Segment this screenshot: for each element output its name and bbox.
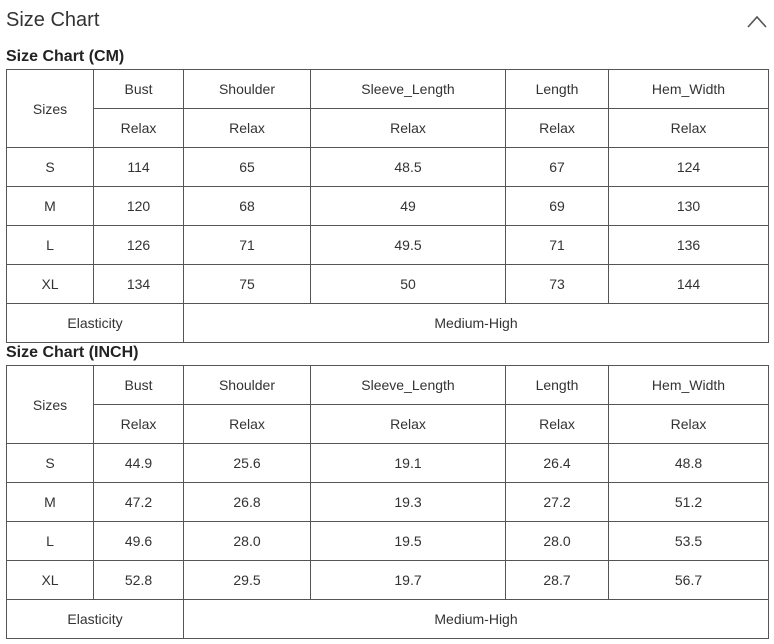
table-cell: 19.1 [311, 444, 506, 483]
table-cell: 130 [609, 187, 769, 226]
table-cell: 49.6 [94, 522, 184, 561]
table-row [7, 561, 769, 600]
header-hem-width: Hem_Width [609, 366, 769, 405]
table-cell: 25.6 [184, 444, 311, 483]
header-sleeve-length: Sleeve_Length [311, 366, 506, 405]
elasticity-value: Medium-High [184, 304, 769, 343]
size-cell: M [7, 187, 94, 226]
table-cell: 69 [506, 187, 609, 226]
table-cell: 27.2 [506, 483, 609, 522]
size-chart-inch-title: Size Chart (INCH) [6, 344, 139, 361]
panel-title: Size Chart [6, 9, 100, 31]
size-cell: XL [7, 561, 94, 600]
table-cell: 44.9 [94, 444, 184, 483]
size-cell: S [7, 148, 94, 187]
table-cell: 28.7 [506, 561, 609, 600]
header-length: Length [506, 366, 609, 405]
header-sleeve-length: Sleeve_Length [311, 70, 506, 109]
subheader-row [7, 109, 769, 148]
size-chart-cm-table [6, 69, 769, 343]
table-cell: 56.7 [609, 561, 769, 600]
table-cell: 50 [311, 265, 506, 304]
subheader-cell: Relax [94, 405, 184, 444]
table-cell: 49 [311, 187, 506, 226]
table-cell: 71 [184, 226, 311, 265]
table-row [7, 187, 769, 226]
table-cell: 53.5 [609, 522, 769, 561]
table-cell: 51.2 [609, 483, 769, 522]
header-row [7, 366, 769, 405]
table-cell: 52.8 [94, 561, 184, 600]
subheader-cell: Relax [506, 109, 609, 148]
table-cell: 49.5 [311, 226, 506, 265]
table-cell: 75 [184, 265, 311, 304]
table-cell: 126 [94, 226, 184, 265]
size-cell: L [7, 226, 94, 265]
table-row [7, 226, 769, 265]
table-cell: 65 [184, 148, 311, 187]
table-row [7, 265, 769, 304]
subheader-cell: Relax [609, 109, 769, 148]
size-cell: S [7, 444, 94, 483]
table-cell: 144 [609, 265, 769, 304]
subheader-cell: Relax [184, 405, 311, 444]
header-shoulder: Shoulder [184, 366, 311, 405]
elasticity-label: Elasticity [7, 304, 184, 343]
subheader-cell: Relax [609, 405, 769, 444]
subheader-cell: Relax [184, 109, 311, 148]
table-cell: 28.0 [184, 522, 311, 561]
size-cell: L [7, 522, 94, 561]
header-shoulder: Shoulder [184, 70, 311, 109]
elasticity-value: Medium-High [184, 600, 769, 639]
header-length: Length [506, 70, 609, 109]
header-bust: Bust [94, 366, 184, 405]
table-cell: 71 [506, 226, 609, 265]
size-chart-panel-header[interactable] [0, 0, 774, 44]
table-cell: 19.5 [311, 522, 506, 561]
table-cell: 134 [94, 265, 184, 304]
table-row [7, 522, 769, 561]
size-cell: XL [7, 265, 94, 304]
table-cell: 124 [609, 148, 769, 187]
subheader-cell: Relax [94, 109, 184, 148]
table-row [7, 148, 769, 187]
table-cell: 47.2 [94, 483, 184, 522]
table-row [7, 444, 769, 483]
table-cell: 26.8 [184, 483, 311, 522]
subheader-cell: Relax [311, 109, 506, 148]
chevron-up-icon[interactable] [745, 12, 769, 30]
table-cell: 26.4 [506, 444, 609, 483]
size-chart-inch-table [6, 365, 769, 639]
header-hem-width: Hem_Width [609, 70, 769, 109]
header-row [7, 70, 769, 109]
subheader-cell: Relax [311, 405, 506, 444]
table-cell: 67 [506, 148, 609, 187]
subheader-cell: Relax [506, 405, 609, 444]
table-row [7, 483, 769, 522]
table-cell: 120 [94, 187, 184, 226]
elasticity-label: Elasticity [7, 600, 184, 639]
table-cell: 73 [506, 265, 609, 304]
size-chart-cm-title: Size Chart (CM) [6, 48, 125, 65]
subheader-row [7, 405, 769, 444]
table-cell: 28.0 [506, 522, 609, 561]
table-cell: 68 [184, 187, 311, 226]
elasticity-row [7, 304, 769, 343]
table-cell: 29.5 [184, 561, 311, 600]
table-cell: 136 [609, 226, 769, 265]
sizes-header: Sizes [7, 366, 94, 444]
table-cell: 48.8 [609, 444, 769, 483]
table-cell: 114 [94, 148, 184, 187]
table-cell: 48.5 [311, 148, 506, 187]
sizes-header: Sizes [7, 70, 94, 148]
header-bust: Bust [94, 70, 184, 109]
table-cell: 19.3 [311, 483, 506, 522]
size-cell: M [7, 483, 94, 522]
elasticity-row [7, 600, 769, 639]
table-cell: 19.7 [311, 561, 506, 600]
